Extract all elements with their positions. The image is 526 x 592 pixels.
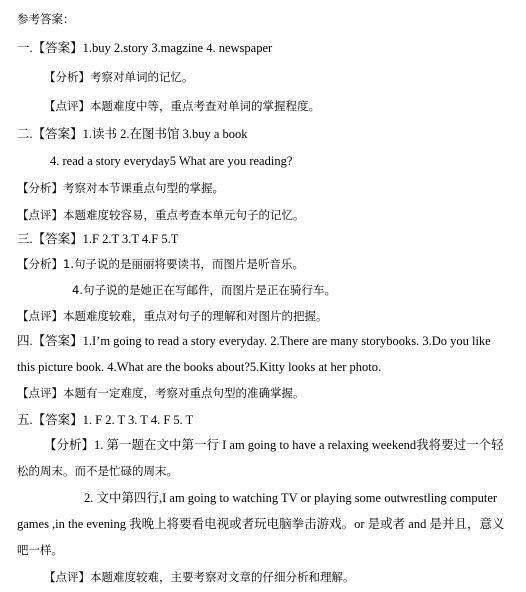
section-5-analysis-2c: 吧一样。 [17, 543, 63, 557]
section-4-answer-line-1: 四.【答案】1.I’m going to read a story everyday. 2.There are many storybooks. 3.Do you like [17, 334, 491, 348]
section-3-analysis-1: 【分析】1.句子说的是丽丽将要读书，而图片是听音乐。 [17, 257, 304, 271]
section-5-analysis-1b: 松的周末。而不是忙碌的周末。 [17, 464, 178, 478]
section-5-answer: 五.【答案】1. F 2. T 3. T 4. F 5. T [17, 413, 194, 427]
section-5-analysis-2b: games ,in the evening 我晚上将要看电视或者玩电脑拳击游戏。or 是或者 and 是并且，意义 [17, 517, 505, 531]
section-3-comment: 【点评】本题难度较难，重点对句子的理解和对图片的把握。 [17, 309, 328, 323]
section-2-answer: 二.【答案】1.读书 2.在图书馆 3.buy a book [17, 127, 248, 141]
section-5-analysis-1a: 【分析】1. 第一题在文中第一行 I am going to have a relaxing weekend我将要过一个轻 [44, 438, 504, 452]
section-5-analysis-2a: 2. 文中第四行,I am going to watching TV or playing some outwrestling computer [84, 491, 498, 505]
section-5-comment: 【点评】本题难度较难，主要考察对文章的仔细分析和理解。 [44, 570, 355, 584]
section-3-answer: 三.【答案】1.F 2.T 3.T 4.F 5.T [17, 232, 179, 246]
section-4-comment: 【点评】本题有一定难度，考察对重点句型的准确掌握。 [17, 386, 305, 400]
answers-heading: 参考答案： [17, 12, 75, 26]
section-2-answer-continued: 4. read a story everyday5 What are you reading? [50, 154, 293, 168]
section-2-comment: 【点评】本题难度较容易，重点考查本单元句子的记忆。 [17, 208, 305, 222]
section-2-analysis: 【分析】考察对本节课重点句型的掌握。 [17, 181, 224, 195]
section-4-answer-line-2: this picture book. 4.What are the books about?5.Kitty looks at her photo. [17, 360, 382, 374]
section-1-analysis: 【分析】考察对单词的记忆。 [44, 70, 194, 84]
section-1-answer: 一.【答案】1.buy 2.story 3.magzine 4. newspaper [17, 41, 273, 55]
section-3-analysis-4: 4.句子说的是她正在写邮件，而图片是正在骑行车。 [72, 283, 336, 297]
section-1-comment: 【点评】本题难度中等，重点考查对单词的掌握程度。 [44, 99, 320, 113]
